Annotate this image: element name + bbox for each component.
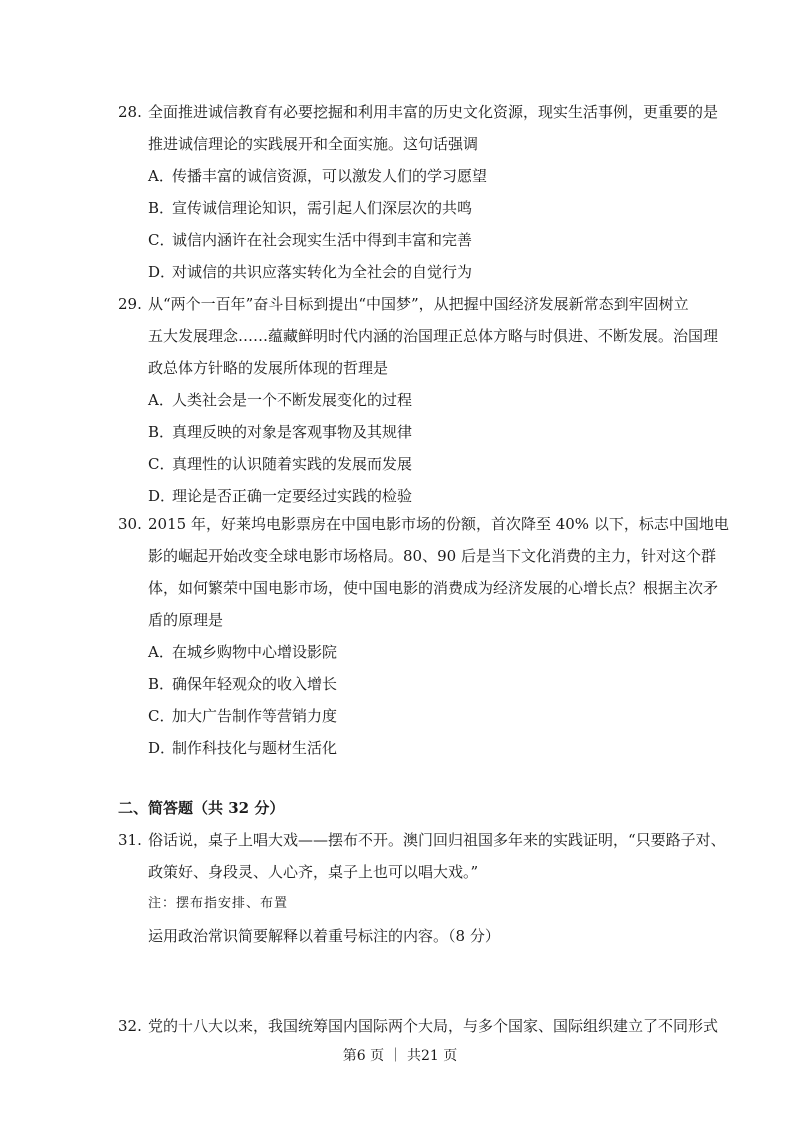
page-footer: 第6 页 ｜ 共21 页: [342, 1048, 458, 1064]
question-28-stem-line-1: 28. 全面推进诚信教育有必要挖掘和利用丰富的历史文化资源，现实生活事例，更重要的是: [118, 96, 698, 128]
question-29-option-b[interactable]: B．真理反映的对象是客观事物及其规律: [148, 423, 413, 441]
question-30-stem-line-3: 体，如何繁荣中国电影市场，使中国电影的消费成为经济发展的心增长点？根据主次矛: [148, 579, 719, 597]
question-31-instruction: 运用政治常识简要解释以着重号标注的内容。（8 分）: [148, 927, 500, 945]
question-30-option-a[interactable]: A．在城乡购物中心增设影院: [148, 643, 338, 661]
question-number: 29.: [118, 295, 142, 313]
question-28-option-d[interactable]: D．对诚信的共识应落实转化为全社会的自觉行为: [148, 263, 473, 281]
question-29-stem-line-1: 29. 从“两个一百年”奋斗目标到提出“中国梦”，从把握中国经济发展新常态到牢固树立: [118, 288, 698, 320]
question-31-note: 注：摆布指安排、布置: [148, 896, 289, 911]
question-29-option-c[interactable]: C．真理性的认识随着实践的发展而发展: [148, 455, 413, 473]
question-29-option-d[interactable]: D．理论是否正确一定要经过实践的检验: [148, 487, 413, 505]
question-30-option-c[interactable]: C．加大广告制作等营销力度: [148, 707, 338, 725]
question-number: 28.: [118, 103, 142, 121]
question-30: [118, 508, 729, 764]
question-32: [118, 1010, 719, 1042]
question-31-stem-line-1: 31. 俗话说，桌子上唱大戏——摆布不开。澳门回归祖国多年来的实践证明，“只要路子对、: [118, 824, 698, 856]
section-title: 二、简答题（共 32 分）: [118, 799, 285, 817]
question-29-stem-line-2: 五大发展理念……蕴藏鲜明时代内涵的治国理正总体方略与时俱进、不断发展。治国理: [148, 327, 719, 345]
question-30-option-b[interactable]: B．确保年轻观众的收入增长: [148, 675, 338, 693]
question-28-option-c[interactable]: C．诚信内涵许在社会现实生活中得到丰富和完善: [148, 231, 473, 249]
question-29: [118, 288, 719, 512]
question-30-option-d[interactable]: D．制作科技化与题材生活化: [148, 739, 338, 757]
question-28-option-b[interactable]: B．宣传诚信理论知识，需引起人们深层次的共鸣: [148, 199, 473, 217]
question-28-stem-line-2: 推进诚信理论的实践展开和全面实施。这句话强调: [148, 135, 479, 153]
question-30-stem-line-4: 盾的原理是: [148, 611, 224, 629]
question-29-stem-line-3: 政总体方针略的发展所体现的哲理是: [148, 359, 389, 377]
question-31-stem-line-2: 政策好、身段灵、人心齐，桌子上也可以唱大戏。”: [148, 863, 479, 881]
question-29-option-a[interactable]: A．人类社会是一个不断发展变化的过程: [148, 391, 413, 409]
question-30-stem-line-1: 30. 2015 年，好莱坞电影票房在中国电影市场的份额，首次降至 40% 以下，标志中国地电: [118, 508, 698, 540]
question-32-stem-line-1: 32. 党的十八大以来，我国统筹国内国际两个大局，与多个国家、国际组织建立了不同形式: [118, 1010, 698, 1042]
question-30-stem-line-2: 影的崛起开始改变全球电影市场格局。80、90 后是当下文化消费的主力，针对这个群: [148, 547, 716, 565]
question-28-option-a[interactable]: A．传播丰富的诚信资源，可以激发人们的学习愿望: [148, 167, 488, 185]
question-28: [118, 96, 719, 288]
question-number: 32.: [118, 1017, 142, 1035]
question-number: 30.: [118, 515, 142, 533]
question-number: 31.: [118, 831, 142, 849]
question-31: [118, 824, 726, 952]
